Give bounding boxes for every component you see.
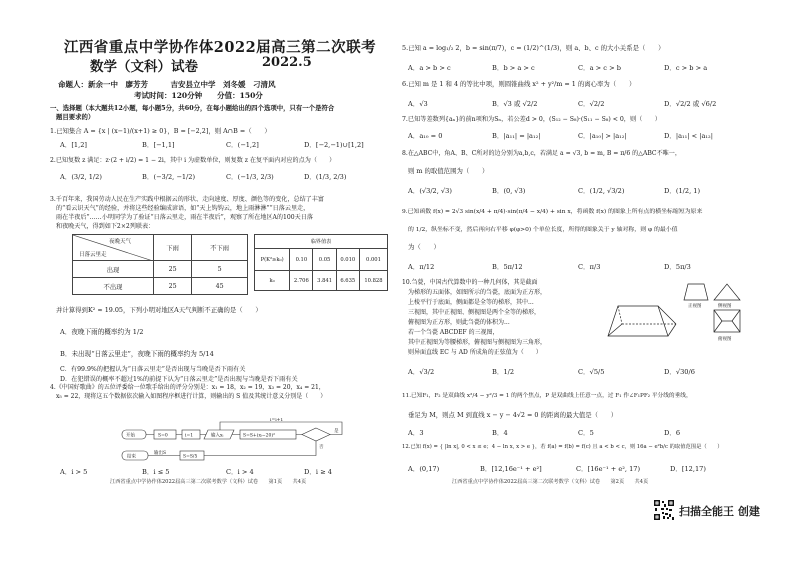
q3-option-c: C．有99.9%的把握认为“日落云里走”是否出现与当晚是否下雨有关 [60,366,246,373]
q12-option-a: A．(0,17) [408,465,440,473]
q11-option-a: A．3 [408,429,424,437]
question-8-cont: 则 m 的取值范围为（ ） [408,167,489,175]
q9-option-b: B．5π/12 [492,263,523,271]
top-view-line [732,310,740,321]
flow-decision [302,428,330,441]
flow-label: 输入xᵢ [211,433,224,439]
exam-date: 2022.5 [262,55,312,70]
flow-exit-arrow [148,441,316,456]
q6-option-c: C．√2/2 [578,100,605,108]
critical-value-table [254,234,388,291]
col-header: 下雨 [154,235,192,261]
question-3-line-1: 3.千百年来，我国劳动人民在生产实践中根据云的形状、走向速度、厚度、颜色等的变化，总结了丰富 [50,196,324,203]
table-cell: 45 [192,278,248,295]
table-row [73,278,248,295]
table-cell: 5 [192,261,248,278]
question-8: 8.在△ABC中，角A、B、C所对的边分别为a,b,c，若满足 a = √3, b = m, B = π/6 的△ABC不唯一， [402,150,681,157]
question-10-line-1: 10.刍甍，中国古代算数中的一种几何体，其是截面 [402,279,538,286]
question-10-line-2: 为梯形的五面体，如图所示的刍甍，底面为正方形， [408,289,547,296]
q4-option-c: C．i > 4 [226,468,254,476]
question-10-line-3: 上棱平行于底面，侧面都是全等的梯形，其中... [408,299,534,306]
question-4-line-1: 4.《中国好歌曲》的五位评委给一位歌手给出的评分分别是：x₁ = 18，x₂ = 19，x₃ = 20，x₄ = 21， [50,384,325,391]
flow-label: S=S+(xᵢ−20)² [243,433,275,439]
corner-header-top: 夜晚天气 [108,239,131,245]
q1-option-d: D．[−2,−1)∪[1,2] [304,141,364,149]
q12-option-c: C．[16e⁻¹ + e², 17) [576,465,641,473]
question-11-cont: 垂足为 M，则点 M 到直线 x − y − 4√2 = 0 的距离的最大值是（ ） [408,411,618,419]
crit-cell: 0.010 [336,249,359,271]
col-header: 不下雨 [192,235,248,261]
solid-edge [668,324,676,336]
question-10-line-8: 则异面直线 EC 与 AD 所成角的正弦值为（ ） [408,349,542,356]
q6-option-d: D．√2/2 或 √6/2 [664,100,717,108]
crit-cell: 6.635 [336,271,359,291]
q5-option-c: C．a > c > b [578,64,621,72]
q9-option-d: D．5π/3 [664,263,691,271]
question-3-line-2: 的“看云识天气”的经验，并将这些经验编成谚语，如“天上钩钩云，地上雨淋淋”“日落云里走， [56,205,310,212]
q2-option-c: C．(−1/3, 2/3) [226,173,274,181]
q11-option-c: C．5 [578,429,594,437]
view-label: 侧视图 [718,304,732,309]
q5-option-b: B．b > a > c [492,64,535,72]
crit-cell: 3.841 [313,271,336,291]
q8-option-d: D．(1/2, 1) [664,187,701,195]
flow-loop-arrow [220,422,342,435]
qr-code-icon [654,500,674,520]
flow-label: S=S/5 [183,454,198,460]
authors: 命题人：新余一中 廖芳芳 吉安县立中学 刘冬媛 刁清风 [58,80,276,89]
q8-option-c: C．(1/2, √3/2) [578,187,625,195]
table-corner-cell [73,235,154,261]
q7-option-d: D．|a₁₁| < |a₁₂| [664,132,713,140]
question-9-cont: 的 1/2，纵坐标不变，然后再向右平移 φ(φ>0) 个单位长度，所得的图象关于 y 轴对称，则 φ 的最小值 [408,227,678,233]
table-cell: 25 [154,261,192,278]
q11-option-d: D．6 [664,429,681,437]
q10-option-d: D．√30/6 [664,368,695,376]
q11-option-b: B．4 [492,429,508,437]
q3-option-b: B．未出现“日落云里走”，夜晚下雨的概率约为 5/14 [60,350,214,358]
table-cell: 25 [154,278,192,295]
page-footer-2: 江西省重点中学协作体2022届高三第二次联考数学（文科）试卷 第2页 共4页 [452,479,649,485]
page-footer-1: 江西省重点中学协作体2022届高三第二次联考数学（文科）试卷 第1页 共4页 [110,479,307,485]
question-4-line-2: x₅ = 22，现将这五个数据依次输入如图程序框进行计算，则输出的 S 值及其统计意义分别是（ ） [56,393,327,400]
left-column [50,0,390,520]
q1-option-b: B．[−1,1] [142,141,175,149]
q12-option-d: D．[12,17) [670,465,706,473]
question-10-line-4: 三视图，其中正视图、侧视图是两个全等的梯形， [408,309,541,316]
q7-option-b: B．|a₁₁| = |a₁₂| [492,132,541,140]
side-view [714,284,740,300]
corner-header-bottom: 日落云里走 [79,252,107,258]
flow-label: i=i+1 [270,418,284,423]
flow-label: 否 [319,445,324,450]
view-label: 俯视图 [718,337,732,342]
row-label: 出现 [73,261,154,278]
question-2: 2.已知复数 z 满足：z·(2 + i/2) = 1 − 2i，其中 i 为虚数单位，则复数 z 在复平面内对应的点为（ ） [50,157,336,164]
solid-hidden-edge [618,306,622,324]
crit-cell: 2.706 [290,271,313,291]
flow-label: 结束 [127,454,136,460]
q2-option-b: B．(−3/2, −1/2) [142,173,196,181]
scanner-watermark: 扫描全能王 创建 [679,505,760,518]
flow-label: 开始 [126,433,135,439]
crit-cell: 0.001 [359,249,387,271]
q4-option-a: A．i > 5 [60,468,88,476]
crit-cell: 10.828 [359,271,387,291]
question-10-line-6: 若一个刍甍 ABCDEF 的三视图， [408,329,499,336]
contingency-table [72,234,248,295]
q5-option-a: A．a > b > c [408,64,451,72]
q7-option-a: A．a₁₀ = 0 [408,132,443,140]
q3-option-d: D．在犯错误的概率不超过1%的前提下认为“日落云里走”是否出现与当晚是否下雨有关 [60,376,298,383]
question-1: 1.已知集合 A = {x | (x−1)/(x+1) ≥ 0}，B = [−2,2]，则 A∩B =（ ） [50,127,271,135]
q8-option-b: B．(0, √3) [492,187,526,195]
flow-label: 输出S [154,451,167,456]
top-view-line [714,310,722,321]
flow-label: S=0 [158,433,168,439]
crit-cell: P(K²≥k₀) [255,249,290,271]
question-9: 9.已知函数 f(x) = 2√3 sin(x/4 + π/4)·sin(π/4 − x/4) + sin x，将函数 f(x) 的图象上所有点的横坐标缩短为原来 [402,209,703,215]
question-3-line-4: 和夜晚天气，得到如下2×2列联表： [56,223,155,230]
crit-cell: k₀ [255,271,290,291]
q2-option-d: D．(1/3, 2/3) [304,173,347,181]
section-1-heading-cont: 题目要求的） [56,113,95,121]
q4-option-d: D．i ≥ 4 [304,468,332,476]
table-row [73,261,248,278]
q10-option-a: A．√3/2 [408,368,435,376]
q10-option-b: B．1/2 [492,368,515,376]
question-3-line-3: 雨在半夜后”……小明同学为了验证“日落云里走，雨在半夜后”，观察了所在地区A的100天日落 [56,214,313,221]
q8-option-a: A．(√3/2, √3) [408,187,452,195]
question-12: 12.已知 f(x) = { |ln x|, 0 < x ≤ e；4 − ln x, x > e }，若 f(a) = f(b) = f(c) 且 a < b < c，则 16a − e²b/c 的取值范围是（ ） [402,444,723,450]
question-10-line-5: 俯视图为正方形，则此刍甍的体积为... [408,319,510,326]
flowchart [120,418,350,464]
q4-option-b: B．i ≤ 5 [142,468,170,476]
q5-option-d: D．c > b > a [664,64,708,72]
crit-title: 临界值表 [255,235,388,249]
question-6: 6.已知 m 是 1 和 4 的等比中项，则圆锥曲线 x² + y²/m = 1 的离心率为（ ） [402,80,636,88]
q9-option-c: C．π/3 [578,263,601,271]
q3-option-a: A．夜晚下雨的概率约为 1/2 [60,328,144,336]
question-9-end: 为（ ） [408,243,440,251]
time-score: 考试时间：120分钟 分值：150分 [134,91,263,100]
front-view [684,284,708,300]
right-column [402,0,744,520]
q9-option-a: A．π/12 [408,263,435,271]
section-1-heading: 一、选择题（本大题共12小题，每小题5分，共60分，在每小题给出的四个选项中，只有一个是符合 [50,104,335,112]
question-7: 7.已知等差数列{aₙ}的前n项和为Sₙ，若公差d > 0，(S₁₂ − S₈)·(S₁₁ − S₈) < 0，则（ ） [402,116,661,123]
q7-option-c: C．|a₁₀| > |a₁₂| [578,132,627,140]
q1-option-c: C．(−1,2] [226,141,259,149]
crit-cell: 0.05 [313,249,336,271]
q2-option-a: A．(3/2, 1/2) [60,173,102,181]
crit-cell: 0.10 [290,249,313,271]
q6-option-b: B．√3 或 √2/2 [492,100,538,108]
flow-label: 是 [334,429,339,434]
q10-figure [602,276,744,360]
q12-option-b: B．[12,16e⁻¹ + e²] [480,465,542,473]
solid-outline [608,306,668,336]
question-10-line-7: 其中正视图为等腰梯形，俯视图与侧视图为三角形， [408,339,547,346]
top-view-line [714,321,722,332]
question-11: 11.已知F₁，F₂ 是双曲线 x²/4 − y²/3 = 1 的两个焦点，P 是双曲线上任意一点，过 F₁ 作∠F₁PF₂ 平分线的垂线， [402,393,692,399]
q6-option-a: A．√3 [408,100,428,108]
flow-label: i=1 [185,433,194,439]
exam-title: 江西省重点中学协作体2022届高三第二次联考 [63,39,377,56]
row-label: 不出现 [73,278,154,295]
exam-subtitle: 数学（文科）试卷 [90,59,198,75]
question-3-stem: 并计算得到K² ≈ 19.05，下列小明对地区A天气判断不正确的是（ ） [56,306,262,314]
view-label: 正视图 [688,304,702,309]
q10-option-c: C．√5/5 [578,368,605,376]
top-view-line [732,321,740,332]
q1-option-a: A．[1,2] [60,141,87,149]
question-5: 5.已知 a = log₁/₂ 2，b = sin(π/7)，c = (1/2)^(1/3)，则 a、b、c 的大小关系是（ ） [402,44,665,52]
